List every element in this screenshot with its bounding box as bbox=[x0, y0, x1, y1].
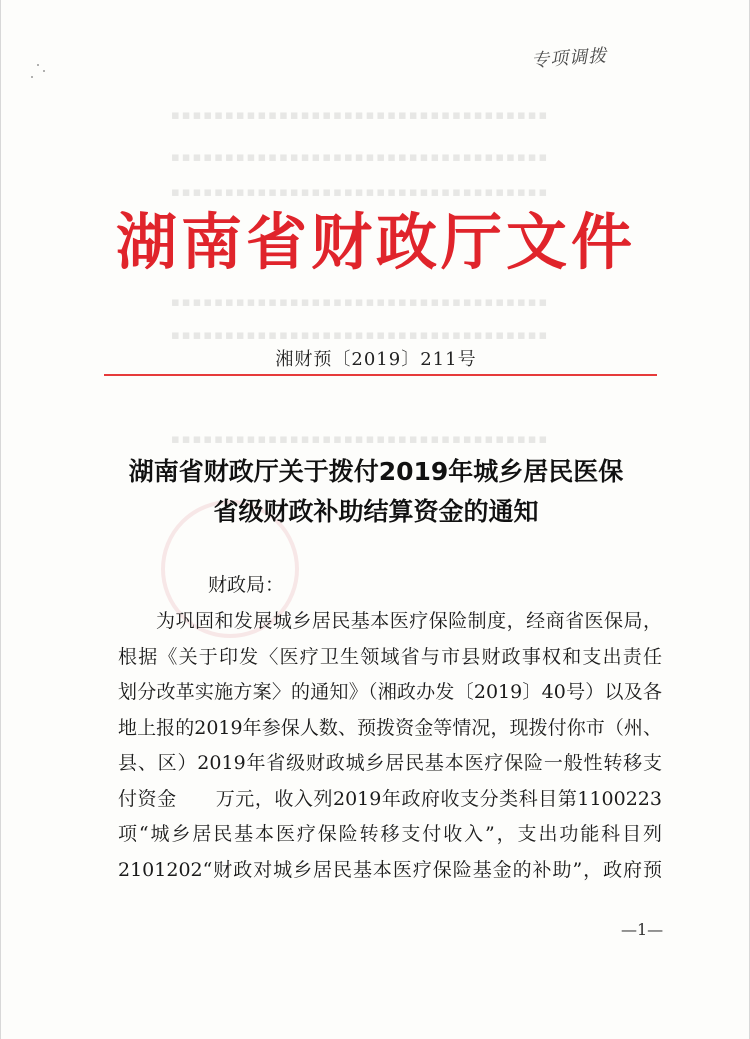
issuer-header: 湖南省财政厅文件 bbox=[115, 207, 636, 278]
body-line: 为巩固和发展城乡居民基本医疗保险制度，经商省医保局， bbox=[156, 610, 662, 632]
addressee: 财政局： bbox=[208, 574, 285, 596]
bleed-through-line: ▪▪▪▪▪▪▪▪▪▪▪▪▪▪▪▪▪▪▪▪▪▪▪▪▪▪▪▪▪▪▪▪▪▪▪ bbox=[171, 432, 550, 447]
scan-speck bbox=[43, 70, 45, 72]
body-line: 付资金 万元，收入列2019年政府收支分类科目第1100223 bbox=[118, 787, 662, 810]
handwritten-note: 专项调拨 bbox=[530, 45, 608, 72]
title-line: 湖南省财政厅关于拨付2019年城乡居民医保 bbox=[128, 457, 624, 486]
notice-body bbox=[118, 604, 662, 888]
bleed-through-line: ▪▪▪▪▪▪▪▪▪▪▪▪▪▪▪▪▪▪▪▪▪▪▪▪▪▪▪▪▪▪▪▪▪▪▪ bbox=[171, 295, 550, 310]
body-line: 划分改革实施方案〉的通知》（湘政办发〔2019〕40号）以及各 bbox=[118, 681, 662, 703]
bleed-through-line: ▪▪▪▪▪▪▪▪▪▪▪▪▪▪▪▪▪▪▪▪▪▪▪▪▪▪▪▪▪▪▪▪▪▪▪ bbox=[171, 150, 550, 165]
body-line: 根据《关于印发〈医疗卫生领域省与市县财政事权和支出责任 bbox=[118, 645, 662, 668]
page-number: —1— bbox=[621, 920, 664, 939]
body-line: 2101202“财政对城乡居民基本医疗保险基金的补助”，政府预 bbox=[118, 858, 662, 881]
red-separator-rule bbox=[104, 374, 657, 376]
scan-speck bbox=[31, 76, 33, 78]
document-number: 湘财预〔2019〕211号 bbox=[275, 349, 477, 370]
bleed-through-line: ▪▪▪▪▪▪▪▪▪▪▪▪▪▪▪▪▪▪▪▪▪▪▪▪▪▪▪▪▪▪▪▪▪▪▪ bbox=[171, 328, 550, 343]
body-line: 县、区）2019年省级财政城乡居民基本医疗保险一般性转移支 bbox=[118, 752, 662, 774]
bleed-through-line: ▪▪▪▪▪▪▪▪▪▪▪▪▪▪▪▪▪▪▪▪▪▪▪▪▪▪▪▪▪▪▪▪▪▪▪ bbox=[171, 185, 550, 200]
title-line: 省级财政补助结算资金的通知 bbox=[213, 497, 539, 526]
body-line: 地上报的2019年参保人数、预拨资金等情况，现拨付你市（州、 bbox=[118, 716, 662, 739]
notice-title bbox=[81, 452, 671, 532]
bleed-through-line: ▪▪▪▪▪▪▪▪▪▪▪▪▪▪▪▪▪▪▪▪▪▪▪▪▪▪▪▪▪▪▪▪▪▪▪ bbox=[171, 108, 550, 123]
scan-speck bbox=[37, 64, 39, 66]
body-line: 项“城乡居民基本医疗保险转移支付收入”，支出功能科目列 bbox=[118, 823, 662, 845]
